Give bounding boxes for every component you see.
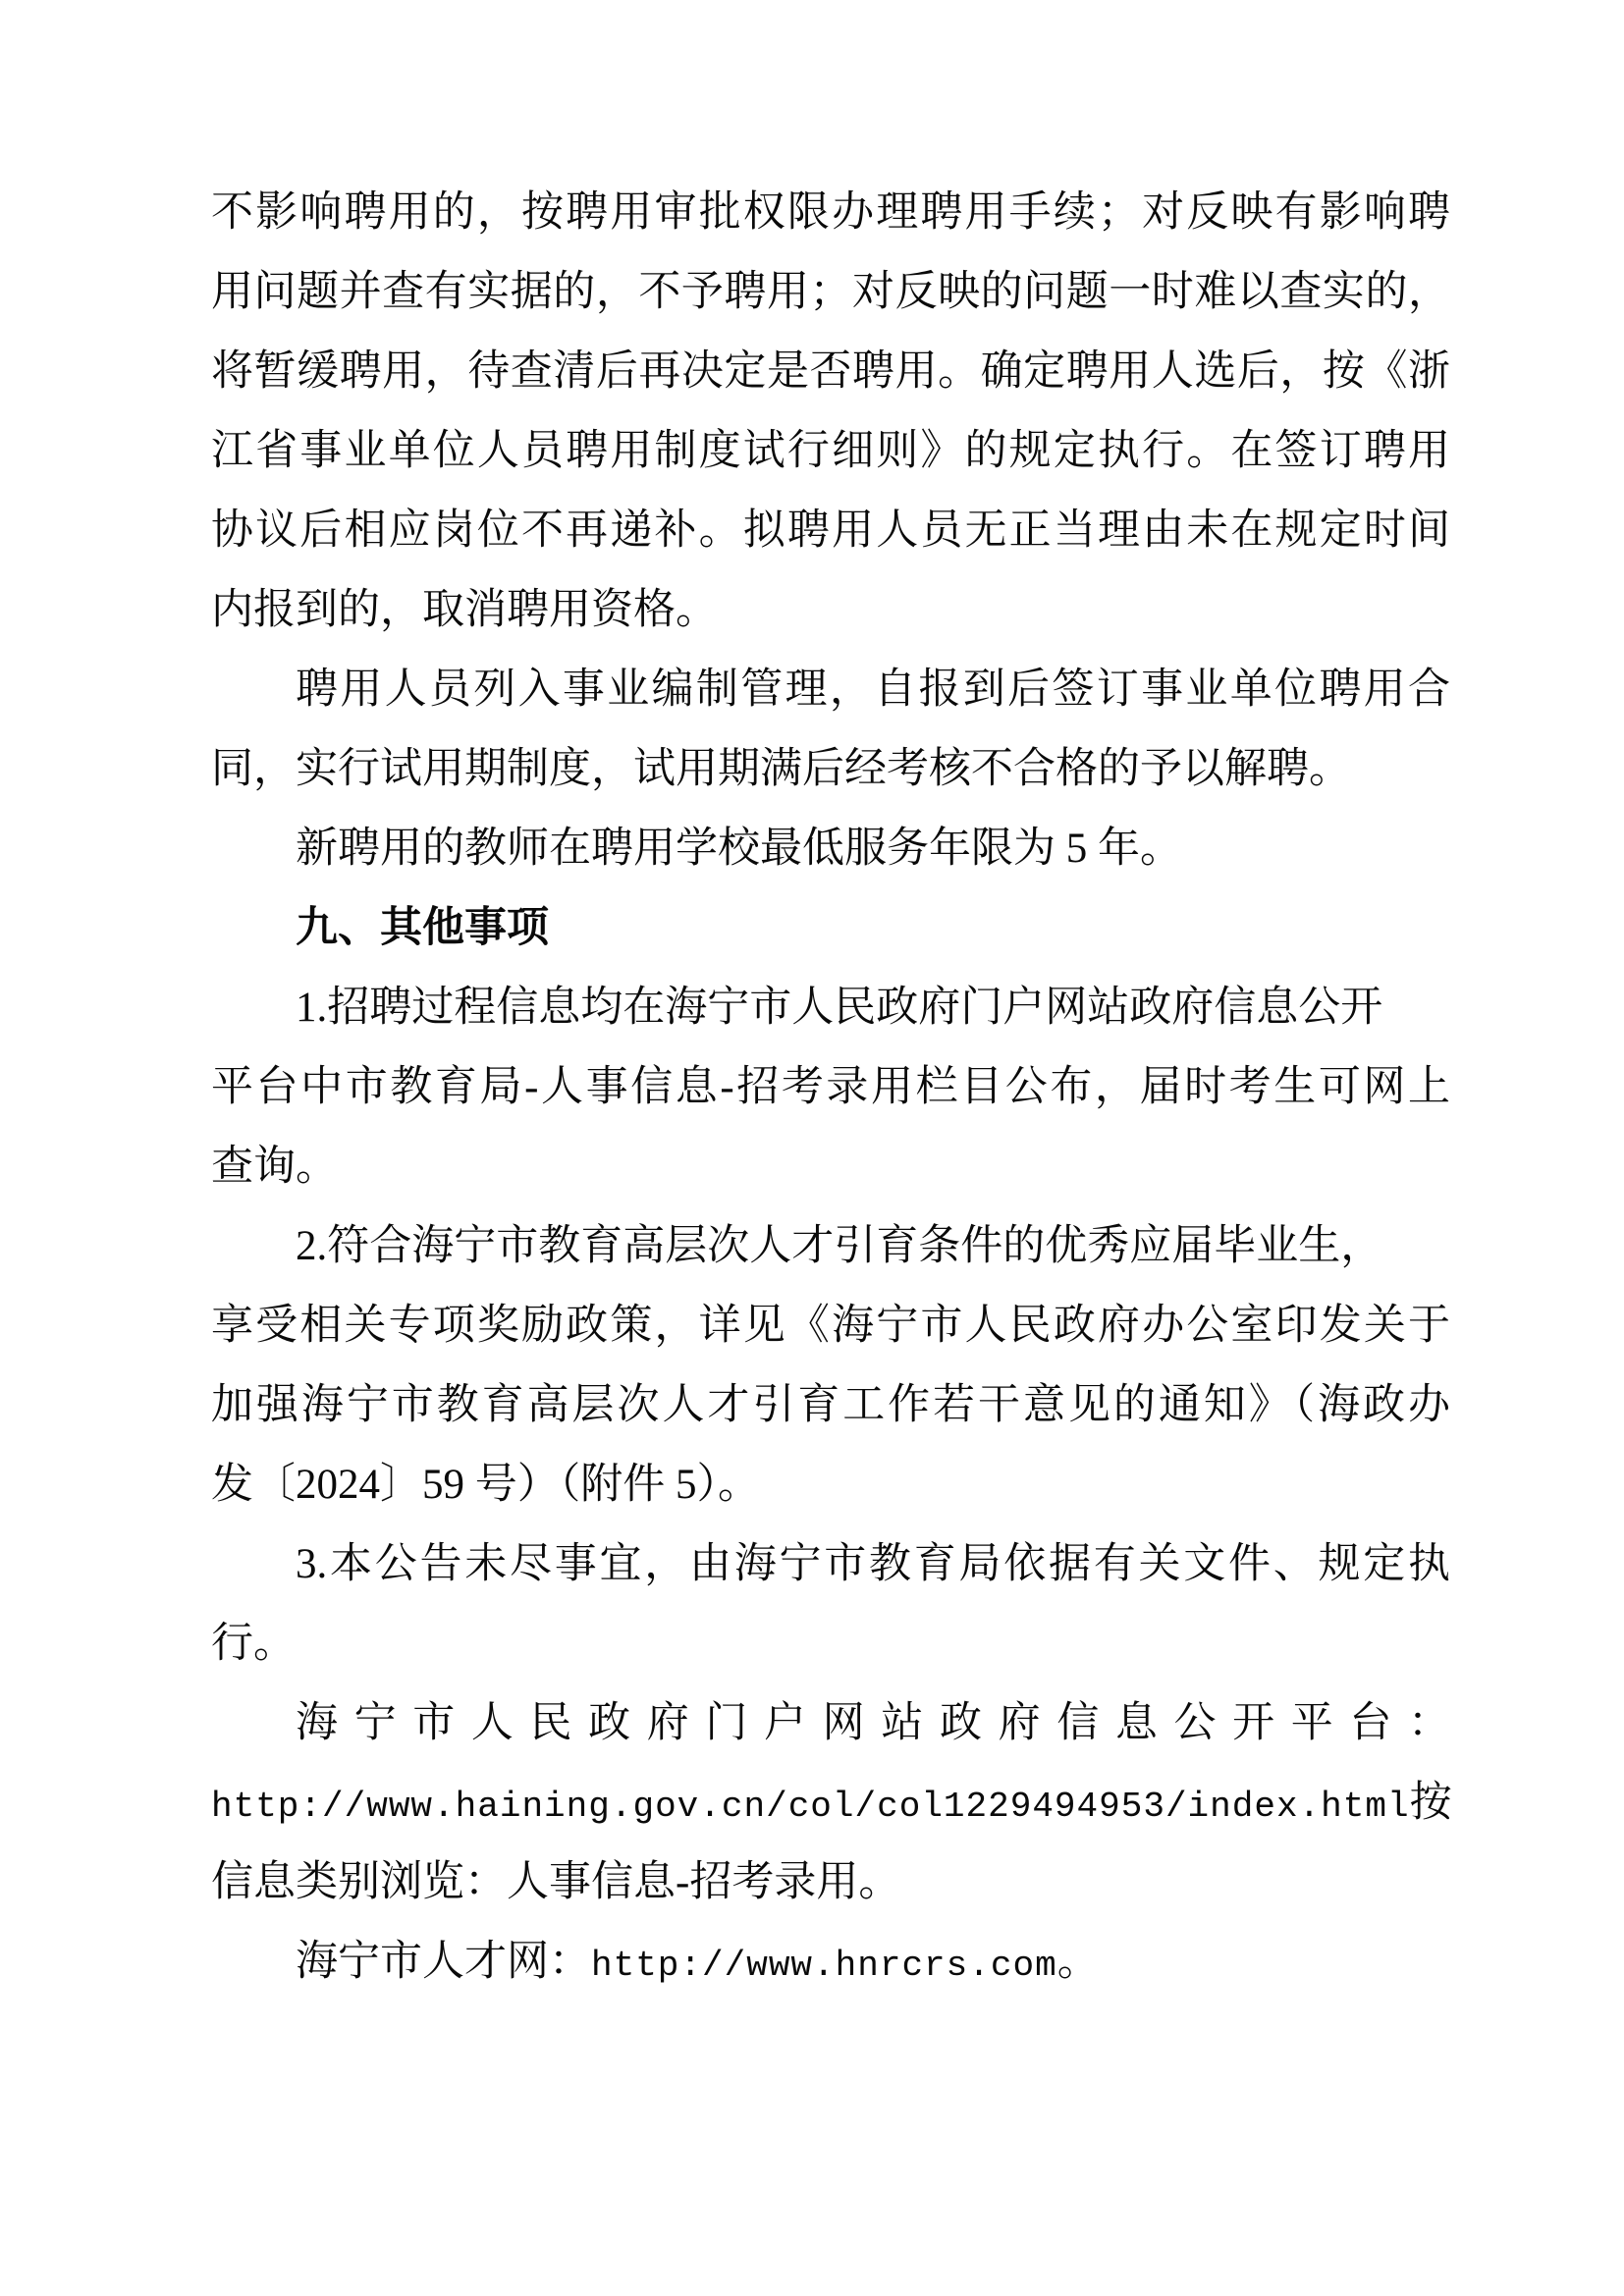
portal-url-line — [211, 1763, 1450, 1842]
text-line: 3.本公告未尽事宜，由海宁市教育局依据有关文件、规定执 — [296, 1541, 1450, 1587]
talent-site-label: 海宁市人才网： — [296, 1939, 591, 1985]
text-line: 协议后相应岗位不再递补。拟聘用人员无正当理由未在规定时间 — [211, 507, 1450, 554]
portal-url-trailing-text: 按 — [1409, 1780, 1452, 1826]
text-line: 1.招聘过程信息均在海宁市人民政府门户网站政府信息公开 — [296, 985, 1383, 1031]
text-line: 聘用人员列入事业编制管理，自报到后签订事业单位聘用合 — [296, 667, 1450, 713]
text-line: 同，实行试用期制度，试用期满后经考核不合格的予以解聘。 — [211, 746, 1351, 792]
text-line: 平台中市教育局-人事信息-招考录用栏目公布，届时考生可网上 — [211, 1064, 1450, 1110]
section-heading-other-matters: 九、其他事项 — [296, 905, 549, 951]
document-body — [211, 173, 1450, 2002]
text-line: 查询。 — [211, 1144, 338, 1190]
browse-category-line: 信息类别浏览：人事信息-招考录用。 — [211, 1859, 901, 1905]
text-line: 享受相关专项奖励政策，详见《海宁市人民政府办公室印发关于 — [211, 1303, 1450, 1349]
text-line: 用问题并查有实据的，不予聘用；对反映的问题一时难以查实的， — [211, 269, 1450, 315]
text-line: 内报到的，取消聘用资格。 — [211, 587, 718, 633]
text-line: 江省事业单位人员聘用制度试行细则》的规定执行。在签订聘用 — [211, 428, 1450, 474]
text-line: 不影响聘用的，按聘用审批权限办理聘用手续；对反映有影响聘 — [211, 189, 1450, 236]
text-line: 行。 — [211, 1621, 296, 1667]
text-line: 将暂缓聘用，待查清后再决定是否聘用。确定聘用人选后，按《浙 — [211, 348, 1450, 395]
portal-url: http://www.haining.gov.cn/col/col1229494953/index.html — [211, 1787, 1410, 1827]
text-line: 加强海宁市教育高层次人才引育工作若干意见的通知》（海政办 — [211, 1382, 1450, 1428]
text-line: 新聘用的教师在聘用学校最低服务年限为 5 年。 — [296, 826, 1182, 872]
talent-site-period: 。 — [1056, 1939, 1100, 1985]
text-line: 发〔2024〕59 号）（附件 5）。 — [211, 1462, 760, 1508]
talent-site-url: http://www.hnrcrs.com — [591, 1946, 1057, 1986]
text-line: 2.符合海宁市教育高层次人才引育条件的优秀应届毕业生， — [296, 1223, 1383, 1269]
portal-platform-title-line: 海宁市人民政府门户网站政府信息公开平台： — [296, 1700, 1450, 1746]
talent-site-line — [211, 1922, 1450, 2002]
